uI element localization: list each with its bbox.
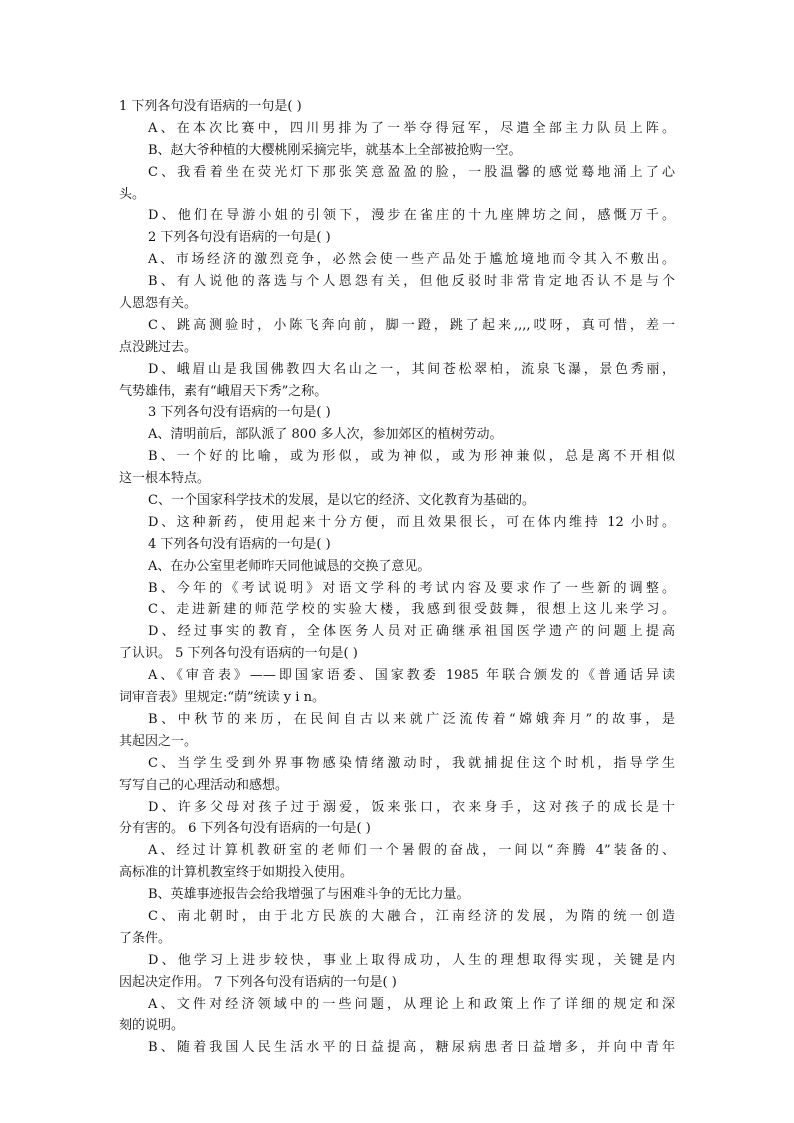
text-line: 人恩怨有关。: [119, 296, 198, 312]
text-line: 气势雄伟，素有“峨眉天下秀”之称。: [119, 383, 328, 399]
text-line: 词审音表》里规定:“荫”统读 y i n。: [119, 690, 325, 706]
text-line: D、峨眉山是我国佛教四大名山之一，其间苍松翠柏，流泉飞瀑，景色秀丽，: [148, 361, 675, 377]
text-line: C、走进新建的师范学校的实验大楼，我感到很受鼓舞，很想上这儿来学习。: [148, 602, 675, 618]
text-line: A、经过计算机教研室的老师们一个暑假的奋战，一间以“奔腾 4”装备的、: [148, 843, 675, 859]
text-line: 3 下列各句没有语病的一句是( ): [148, 405, 331, 421]
text-line: D、经过事实的教育，全体医务人员对正确继承祖国医学遗产的问题上提高: [148, 624, 675, 640]
text-line: D、许多父母对孩子过于溺爱，饭来张口，衣来身手，这对孩子的成长是十: [148, 799, 675, 815]
text-line: 1 下列各句没有语病的一句是( ): [119, 99, 302, 114]
text-line: C、当学生受到外界事物感染情绪激动时，我就捕捉住这个时机，指导学生: [148, 755, 675, 771]
question-text-body: [119, 96, 675, 1059]
text-line: A、市场经济的激烈竞争，必然会使一些产品处于尴尬境地而令其入不敷出。: [148, 252, 675, 268]
text-line: B、中秋节的来历，在民间自古以来就广泛流传着“嫦娥奔月”的故事，是: [148, 711, 675, 727]
text-line: 了认识。 5 下列各句没有语病的一句是( ): [119, 646, 358, 662]
text-line: 刻的说明。: [119, 1018, 185, 1034]
text-line: B、一个好的比喻，或为形似，或为神似，或为形神兼似，总是离不开相似: [148, 449, 675, 465]
text-line: C、我看着坐在荧光灯下那张笑意盈盈的脸，一股温馨的感觉蓦地涌上了心: [148, 164, 675, 180]
text-line: 分有害的。 6 下列各句没有语病的一句是( ): [119, 821, 371, 837]
text-line: 写写自己的心理活动和感想。: [119, 777, 289, 793]
text-line: B、随着我国人民生活水平的日益提高，糖尿病患者日益增多，并向中青年: [148, 1040, 675, 1056]
text-line: 高标准的计算机教室终于如期投入使用。: [119, 865, 354, 881]
text-line: D、这种新药，使用起来十分方便，而且效果很长，可在体内维持 12 小时。: [148, 514, 675, 530]
text-line: 点没跳过去。: [119, 339, 198, 355]
text-line: 2 下列各句没有语病的一句是( ): [148, 230, 331, 246]
text-line: A、在办公室里老师昨天同他诚恳的交换了意见。: [148, 558, 431, 574]
text-line: 了条件。: [119, 930, 172, 946]
text-line: D、他们在导游小姐的引领下，漫步在雀庄的十九座牌坊之间，感慨万千。: [148, 208, 675, 224]
text-line: 头。: [119, 186, 146, 202]
text-line: B、赵大爷种植的大樱桃刚采摘完毕，就基本上全部被抢购一空。: [148, 142, 522, 158]
text-line: A、文件对经济领域中的一些问题，从理论上和政策上作了详细的规定和深: [148, 996, 675, 1012]
text-line: C、南北朝时，由于北方民族的大融合，江南经济的发展，为隋的统一创造: [148, 908, 675, 924]
text-line: A、清明前后，部队派了 800 多人次，参加郊区的植树劳动。: [148, 427, 503, 443]
text-line: C、跳高测验时，小陈飞奔向前，脚一蹬，跳了起来,,,,哎呀，真可惜，差一: [148, 317, 675, 333]
text-line: A、在本次比赛中，四川男排为了一举夺得冠军，尽遣全部主力队员上阵。: [148, 120, 675, 136]
text-line: 其起因之一。: [119, 733, 198, 749]
text-line: C、一个国家科学技术的发展，是以它的经济、文化教育为基础的。: [148, 493, 535, 509]
text-line: D、他学习上进步较快，事业上取得成功，人生的理想取得实现，关键是内: [148, 952, 675, 968]
text-line: 4 下列各句没有语病的一句是( ): [148, 536, 331, 552]
text-line: A、《审音表》——即国家语委、国家教委 1985 年联合颁发的《普通话异读: [148, 668, 675, 684]
text-line: B、今年的《考试说明》对语文学科的考试内容及要求作了一些新的调整。: [148, 580, 675, 596]
text-line: 因起决定作用。 7 下列各句没有语病的一句是( ): [119, 974, 397, 990]
text-line: B、有人说他的落选与个人恩怨有关，但他反驳时非常肯定地否认不是与个: [148, 274, 675, 290]
text-line: 这一根本特点。: [119, 471, 211, 487]
text-line: B、英雄事迹报告会给我增强了与困难斗争的无比力量。: [148, 887, 470, 903]
